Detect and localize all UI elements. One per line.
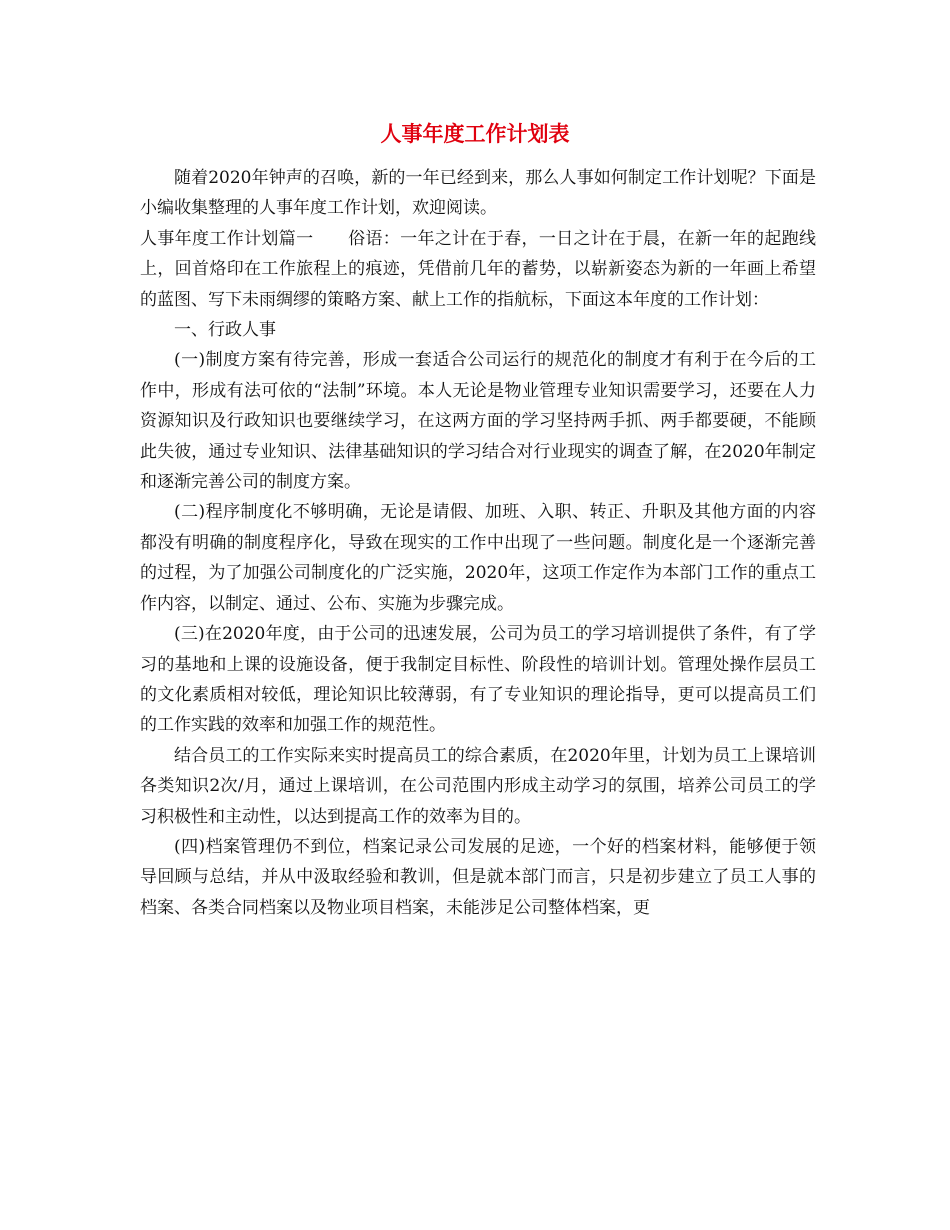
paragraph-item-4: (四)档案管理仍不到位，档案记录公司发展的足迹，一个好的档案材料，能够便于领导回顾与总结，并从中汲取经验和教训，但是就本部门而言，只是初步建立了员工人事的档案、各类合同档案以及物业项目档案，未能涉足公司整体档案，更	[140, 836, 816, 918]
paragraph-section-one: 人事年度工作计划篇一 俗语：一年之计在于春，一日之计在于晨，在新一年的起跑线上，回首烙印在工作旅程上的痕迹，凭借前几年的蓄势，以崭新姿态为新的一年画上希望的蓝图、写下未雨绸缪的策略方案、献上工作的指航标，下面这本年度的工作计划：	[140, 228, 816, 310]
paragraph-intro: 随着2020年钟声的召唤，新的一年已经到来，那么人事如何制定工作计划呢？下面是小编收集整理的人事年度工作计划，欢迎阅读。	[140, 168, 816, 219]
document-body	[140, 163, 816, 923]
document-title: 人事年度工作计划表	[380, 121, 570, 146]
paragraph-item-1: (一)制度方案有待完善，形成一套适合公司运行的规范化的制度才有利于在今后的工作中，形成有法可依的“法制”环境。本人无论是物业管理专业知识需要学习，还要在人力资源知识及行政知识也要继续学习，在这两方面的学习坚持两手抓、两手都要硬，不能顾此失彼，通过专业知识、法律基础知识的学习结合对行业现实的调查了解，在2020年制定和逐渐完善公司的制度方案。	[140, 350, 816, 493]
paragraph-training-plan: 结合员工的工作实际来实时提高员工的综合素质，在2020年里，计划为员工上课培训各类知识2次/月，通过上课培训，在公司范围内形成主动学习的氛围，培养公司员工的学习积极性和主动性，以达到提高工作的效率为目的。	[140, 745, 816, 827]
paragraph-item-2: (二)程序制度化不够明确，无论是请假、加班、入职、转正、升职及其他方面的内容都没有明确的制度程序化，导致在现实的工作中出现了一些问题。制度化是一个逐渐完善的过程，为了加强公司制度化的广泛实施，2020年，这项工作定作为本部门工作的重点工作内容，以制定、通过、公布、实施为步骤完成。	[140, 502, 816, 614]
heading-admin-hr: 一、行政人事	[174, 320, 276, 341]
paragraph-item-3: (三)在2020年度，由于公司的迅速发展，公司为员工的学习培训提供了条件，有了学习的基地和上课的设施设备，便于我制定目标性、阶段性的培训计划。管理处操作层员工的文化素质相对较低，理论知识比较薄弱，有了专业知识的理论指导，更可以提高员工们的工作实践的效率和加强工作的规范性。	[140, 624, 816, 736]
